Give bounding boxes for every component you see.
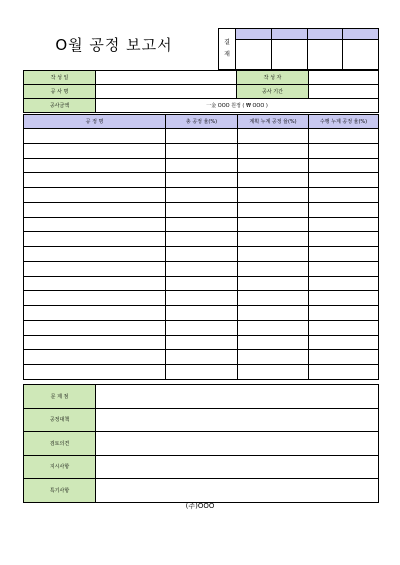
table-row (24, 306, 379, 321)
table-cell[interactable] (24, 232, 166, 247)
table-row (24, 261, 379, 276)
author-label: 작 성 자 (237, 71, 309, 85)
table-cell[interactable] (309, 261, 379, 276)
table-cell[interactable] (238, 202, 309, 217)
section-row (24, 479, 379, 503)
table-cell[interactable] (166, 320, 238, 335)
table-cell[interactable] (238, 335, 309, 350)
author-field[interactable] (309, 71, 379, 85)
table-cell[interactable] (238, 320, 309, 335)
table-cell[interactable] (309, 129, 379, 144)
section-row (24, 385, 379, 409)
table-row (24, 188, 379, 203)
approval-table (218, 28, 379, 70)
section-label: 검토의견 (24, 432, 96, 456)
table-cell[interactable] (166, 217, 238, 232)
approval-label: 결 재 (219, 29, 236, 70)
table-cell[interactable] (309, 365, 379, 380)
table-cell[interactable] (309, 202, 379, 217)
table-cell[interactable] (309, 232, 379, 247)
table-cell[interactable] (238, 276, 309, 291)
table-cell[interactable] (309, 276, 379, 291)
table-cell[interactable] (309, 247, 379, 262)
table-cell[interactable] (24, 217, 166, 232)
company-footer: (주)OOO (185, 502, 215, 510)
section-field[interactable] (96, 455, 379, 479)
process-table (23, 114, 379, 380)
table-cell[interactable] (166, 129, 238, 144)
table-row (24, 129, 379, 144)
table-cell[interactable] (24, 143, 166, 158)
table-row (24, 217, 379, 232)
table-cell[interactable] (166, 335, 238, 350)
table-cell[interactable] (166, 202, 238, 217)
table-cell[interactable] (238, 232, 309, 247)
project-name-field[interactable] (96, 85, 237, 99)
table-cell[interactable] (309, 188, 379, 203)
table-cell[interactable] (166, 188, 238, 203)
table-cell[interactable] (24, 350, 166, 365)
period-label: 공사 기간 (237, 85, 309, 99)
table-row (24, 320, 379, 335)
section-label: 문 제 점 (24, 385, 96, 409)
table-cell[interactable] (309, 291, 379, 306)
table-cell[interactable] (309, 306, 379, 321)
table-cell[interactable] (238, 217, 309, 232)
table-cell[interactable] (166, 143, 238, 158)
table-row (24, 158, 379, 173)
table-cell[interactable] (309, 350, 379, 365)
section-label: 특기사항 (24, 479, 96, 503)
table-cell[interactable] (309, 143, 379, 158)
table-cell[interactable] (166, 173, 238, 188)
table-cell[interactable] (166, 158, 238, 173)
section-field[interactable] (96, 432, 379, 456)
table-cell[interactable] (309, 335, 379, 350)
table-cell[interactable] (24, 188, 166, 203)
table-cell[interactable] (166, 291, 238, 306)
table-cell[interactable] (238, 188, 309, 203)
date-field[interactable] (96, 71, 237, 85)
table-cell[interactable] (166, 232, 238, 247)
table-row (24, 335, 379, 350)
section-field[interactable] (96, 479, 379, 503)
table-row (24, 365, 379, 380)
table-cell[interactable] (166, 365, 238, 380)
table-cell[interactable] (238, 158, 309, 173)
section-label: 지시사항 (24, 455, 96, 479)
table-cell[interactable] (24, 261, 166, 276)
col-planned-rate: 계획 누계 공정 율(%) (238, 115, 309, 129)
table-cell[interactable] (24, 335, 166, 350)
table-cell[interactable] (238, 247, 309, 262)
table-cell[interactable] (238, 306, 309, 321)
table-cell[interactable] (309, 320, 379, 335)
period-field[interactable] (309, 85, 379, 99)
table-cell[interactable] (166, 276, 238, 291)
table-row (24, 291, 379, 306)
section-label: 공정대책 (24, 408, 96, 432)
table-cell[interactable] (238, 129, 309, 144)
table-row (24, 350, 379, 365)
section-field[interactable] (96, 408, 379, 432)
table-cell[interactable] (24, 247, 166, 262)
table-cell[interactable] (24, 365, 166, 380)
section-row (24, 408, 379, 432)
table-row (24, 173, 379, 188)
table-cell[interactable] (24, 291, 166, 306)
table-cell[interactable] (166, 350, 238, 365)
table-cell[interactable] (238, 291, 309, 306)
table-cell[interactable] (238, 261, 309, 276)
table-cell[interactable] (24, 158, 166, 173)
amount-value: 一金 OOO 원정 ( ₩ OOO ) (96, 99, 379, 113)
table-cell[interactable] (309, 158, 379, 173)
page-title: O월 공정 보고서 (55, 36, 173, 54)
table-cell[interactable] (24, 320, 166, 335)
table-row (24, 276, 379, 291)
table-cell[interactable] (166, 261, 238, 276)
table-cell[interactable] (24, 276, 166, 291)
col-process-name: 공 정 명 (24, 115, 166, 129)
table-row (24, 202, 379, 217)
table-cell[interactable] (309, 173, 379, 188)
table-cell[interactable] (238, 143, 309, 158)
table-row (24, 143, 379, 158)
sections-table (23, 384, 379, 503)
project-name-label: 공 사 명 (24, 85, 96, 99)
table-cell[interactable] (24, 202, 166, 217)
col-total-rate: 총 공정 율(%) (166, 115, 238, 129)
section-row (24, 455, 379, 479)
table-cell[interactable] (238, 350, 309, 365)
table-cell[interactable] (166, 306, 238, 321)
table-cell[interactable] (24, 129, 166, 144)
section-row (24, 432, 379, 456)
amount-label: 공사금액 (24, 99, 96, 113)
table-row (24, 232, 379, 247)
section-field[interactable] (96, 385, 379, 409)
info-table (23, 70, 379, 113)
col-actual-rate: 수행 누계 공정 율(%) (309, 115, 379, 129)
table-cell[interactable] (24, 173, 166, 188)
table-cell[interactable] (24, 306, 166, 321)
table-cell[interactable] (166, 247, 238, 262)
table-cell[interactable] (238, 173, 309, 188)
table-cell[interactable] (309, 217, 379, 232)
date-label: 작 성 일 (24, 71, 96, 85)
table-row (24, 247, 379, 262)
table-cell[interactable] (238, 365, 309, 380)
